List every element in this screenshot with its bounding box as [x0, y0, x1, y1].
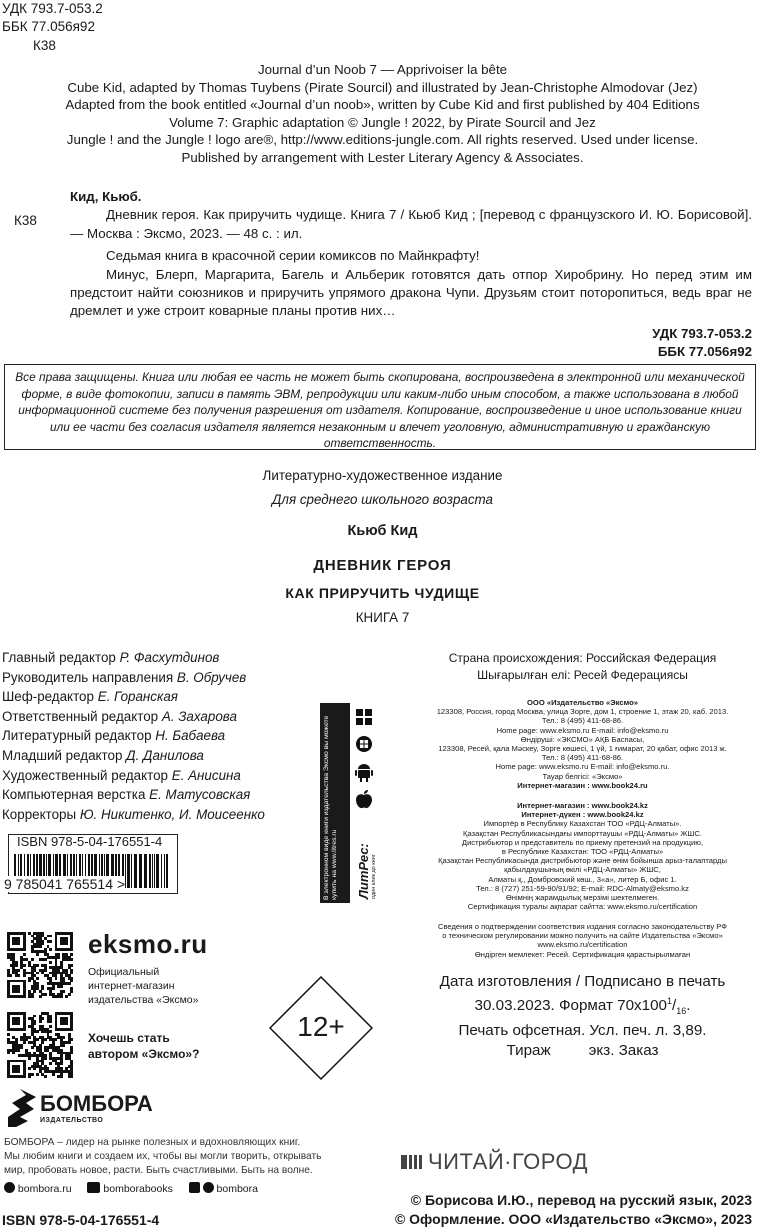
barcode-bar	[164, 854, 165, 888]
udk-code: УДК 793.7-053.2	[2, 1, 103, 16]
bib-record	[70, 188, 752, 362]
barcode-bar	[125, 854, 126, 888]
android-icon	[355, 762, 375, 782]
qr-module	[70, 948, 73, 951]
publisher-line: Тауар белгісі: «Эксмо»	[542, 771, 623, 781]
rights-notice: Все права защищены. Книга или любая ее часть не может быть скопирована, воспроизведена в электронной или механической форме, в виде фотокопии, записи в память ЭВМ, репродукции или каким-либо иным способом, а также использована в любой информационной системе без получения разрешения от издателя. Копирование, воспроизведение и иное использование книги или ее части без согласия издателя является незаконным и влечет уголовную, административную и гражданскую ответственность.	[4, 364, 756, 450]
qr-module	[23, 974, 26, 977]
certification-line: Сведения о подтверждении соответствия издания согласно законодательству РФ	[437, 922, 728, 931]
staff-item: Младший редактор Д. Данилова	[2, 747, 204, 763]
qr-module	[49, 1025, 52, 1028]
certification-line: о техническом регулировании можно получить на сайте Издательства «Эксмо»	[442, 931, 723, 941]
qr-module	[36, 1073, 39, 1076]
qr-module	[31, 1073, 34, 1076]
qr-module	[62, 1044, 65, 1047]
certification-line: Өндірген мемлекет: Ресей. Сертификация қарастырылмаған	[474, 949, 691, 959]
qr-module	[44, 1057, 47, 1060]
qr-module	[33, 1023, 36, 1026]
barcode-bar	[144, 854, 147, 888]
barcode-bar	[134, 854, 137, 888]
eksmo-description: Официальный интернет-магазин издательства «Эксмо»	[88, 966, 199, 1006]
bombora-links	[4, 1182, 258, 1196]
qr-module	[60, 1075, 63, 1078]
chitai-gorod-logo: ЧИТАЙ·ГОРОД	[428, 1149, 589, 1174]
bombora-vk-link[interactable]: bomborabooks	[103, 1183, 173, 1195]
publisher-line: 123308, Россия, город Москва, улица Зорге, дом 1, строение 1, этаж 20, каб. 2013.	[436, 707, 729, 717]
bombora-social-link[interactable]: bombora	[216, 1183, 258, 1195]
publisher-line: Home page: www.eksmo.ru E-mail: info@eksmo.ru	[496, 725, 669, 735]
qr-module	[68, 993, 71, 996]
qr-module	[39, 1020, 42, 1023]
distributor-line: Қазақстан Республикасындағы импорттаушы «РДЦ-Алматы» ЖШС.	[463, 828, 702, 838]
bombora-sub: ИЗДАТЕЛЬСТВО	[40, 1117, 104, 1124]
qr-module	[28, 1075, 31, 1078]
telegram-icon	[203, 1182, 214, 1193]
qr-module	[49, 940, 52, 943]
qr-module	[28, 980, 31, 983]
qr-module	[68, 982, 71, 985]
bombora-site-link[interactable]: bombora.ru	[17, 1183, 72, 1195]
qr-module	[70, 972, 73, 975]
distributor-line: Сертификация туралы ақпарат сайтта: www.eksmo.ru/certification	[467, 902, 698, 912]
imprint-line: Cube Kid, adapted by Thomas Tuybens (Pirate Sourcil) and illustrated by Jean-Christophe Almodovar (Jez)	[67, 79, 698, 95]
staff-item: Ответственный редактор А. Захарова	[2, 708, 237, 724]
barcode-bar	[161, 854, 162, 888]
imprint-line: Volume 7: Graphic adaptation © Jungle ! 2022, by Pirate Sourcil and Jez	[169, 114, 596, 130]
qr-module	[60, 1062, 63, 1065]
publisher-line: Тел.: 8 (495) 411-68-86.	[541, 716, 624, 726]
litres-strip	[320, 703, 350, 903]
qr-module	[65, 1023, 68, 1026]
edition-subtitle: КАК ПРИРУЧИТЬ ЧУДИЩЕ	[285, 585, 480, 601]
chitai-gorod-icon	[401, 1153, 429, 1171]
qr-module	[23, 948, 26, 951]
qr-module	[28, 1067, 31, 1070]
imprint-line: Jungle ! and the Jungle ! logo are®, http://www.editions-jungle.com. All rights reserved. Used under license.	[66, 132, 699, 148]
distributor-line: Тел.: 8 (727) 251-59-90/91/92; E-mail: RDC-Almaty@eksmo.kz	[476, 883, 689, 893]
distributor-line: Өнімнің жарамдылық мерзімі шектелмеген.	[505, 893, 660, 903]
distributor-line: қабылдаушының өкілі «РДЦ-Алматы» ЖШС,	[504, 865, 661, 875]
qr-module	[18, 974, 21, 977]
qr-module	[55, 1038, 58, 1041]
qr-module	[31, 958, 34, 961]
bib-annotation-2: Минус, Блерп, Маргарита, Багель и Альберик готовятся дать отпор Хиробрину. Но перед этим им предстоит найти союзников и приручить упрямого дракона Чупи. Друзьям стоит поторопиться, ведь враг не дремлет и уже строит коварные планы против них…	[70, 266, 752, 319]
bib-description: Дневник героя. Как приручить чудище. Книга 7 / Кьюб Кид ; [перевод с французского И. Ю. Борисовой]. — Москва : Эксмо, 2023. — 48 с. : ил.	[70, 207, 752, 241]
barcode-bar	[149, 854, 151, 888]
qr-module	[23, 1075, 26, 1078]
barcode-bar	[152, 854, 153, 888]
qr-module	[31, 1046, 34, 1049]
qr-module	[70, 1052, 73, 1055]
qr-module	[23, 953, 26, 956]
copyright-design: © Оформление. ООО «Издательство «Эксмо», 2023	[394, 1211, 752, 1227]
k38-code: К38	[33, 38, 56, 53]
qr-module	[49, 1020, 52, 1023]
barcode-bar	[166, 854, 168, 888]
qr-module	[20, 1046, 23, 1049]
edition-volume: КНИГА 7	[355, 610, 410, 625]
litres-tagline: один клик до книг	[371, 854, 377, 899]
qr-module	[28, 1057, 31, 1060]
qr-module	[33, 1015, 36, 1018]
staff-item: Корректоры Ю. Никитенко, И. Моисеенко	[2, 806, 265, 822]
bbk-code: ББК 77.056я92	[2, 19, 95, 34]
qr-module	[39, 945, 42, 948]
qr-module	[41, 943, 44, 946]
barcode-bar	[139, 854, 142, 888]
barcode-bar	[156, 854, 159, 888]
certification-details	[415, 922, 750, 959]
edition-title: ДНЕВНИК ГЕРОЯ	[313, 557, 452, 574]
distributor-line: в Республике Казахстан: ТОО «РДЦ-Алматы»	[501, 847, 664, 857]
edition-age: Для среднего школьного возраста	[271, 492, 493, 507]
staff-item: Шеф-редактор Е. Горанская	[2, 689, 178, 705]
litres-block	[320, 703, 378, 903]
qr-module	[18, 943, 21, 946]
distributor-line: Алматы қ., Домбровский көш., 3«а», литер Б, офис 1.	[488, 874, 677, 884]
qr-module	[70, 964, 73, 967]
copyright-translation: © Борисова И.Ю., перевод на русский язык, 2023	[410, 1192, 752, 1208]
qr-module	[23, 995, 26, 998]
qr-module	[33, 990, 36, 993]
age-rating-badge	[269, 976, 373, 1080]
qr-module	[49, 935, 52, 938]
publisher-details	[415, 698, 750, 790]
distributor-line: Дистрибьютор и представитель по приему претензий на продукцию,	[461, 837, 704, 847]
age-rating-text: 12+	[297, 1011, 345, 1042]
distributor-line: Интернет-дүкен : www.book24.kz	[521, 810, 644, 820]
edition-type: Литературно-художественное издание	[262, 468, 503, 483]
qr-module	[7, 1052, 10, 1055]
qr-module	[31, 995, 34, 998]
publisher-line: Тел.: 8 (495) 411-68-86.	[541, 753, 624, 763]
isbn-bottom: ISBN 978-5-04-176551-4	[2, 1212, 160, 1228]
qr-module	[36, 964, 39, 967]
qr-module	[62, 990, 65, 993]
bombora-icon	[6, 1087, 40, 1129]
qr-module	[60, 995, 63, 998]
qr-module	[28, 1036, 31, 1039]
qr-module	[23, 1041, 26, 1044]
litres-logo: ЛитРес:	[356, 843, 371, 899]
origin-block: Страна происхождения: Российская Федерация Шығарылған елі: Ресей Федерациясы	[448, 651, 717, 682]
author-qr-code	[7, 1012, 73, 1078]
qr-module	[49, 961, 52, 964]
qr-module	[36, 1038, 39, 1041]
distributor-line: Интернет-магазин : www.book24.kz	[517, 801, 648, 810]
qr-module	[23, 964, 26, 967]
qr-module	[36, 972, 39, 975]
distributor-line: Импортёр в Республику Казахстан ТОО «РДЦ-Алматы».	[483, 819, 682, 829]
qr-module	[44, 958, 47, 961]
become-author: Хочешь стать автором «Эксмо»?	[88, 1031, 200, 1061]
staff-item: Литературный редактор Н. Бабаева	[2, 728, 226, 744]
qr-module	[18, 1070, 21, 1073]
globe-icon	[4, 1182, 15, 1193]
edition-author: Кьюб Кид	[347, 523, 418, 539]
qr-module	[44, 993, 47, 996]
qr-module	[12, 1052, 15, 1055]
imprint-line: Journal d’un Noob 7 — Apprivoiser la bête	[257, 62, 508, 77]
qr-module	[49, 1030, 52, 1033]
qr-module	[60, 985, 63, 988]
staff-item: Художественный редактор Е. Анисина	[2, 767, 241, 783]
bib-udk: УДК 793.7-053.2	[652, 325, 752, 341]
qr-module	[41, 1041, 44, 1044]
barcode-digits: 9 785041 765514 >	[4, 876, 126, 892]
staff-item: Главный редактор Р. Фасхутдинов	[2, 650, 220, 665]
barcode-bar	[131, 854, 132, 888]
bib-bbk: ББК 77.056я92	[657, 344, 752, 360]
litres-vertical-text: В электронном виде книги издательства Эксмо вы можете купить на www.litres.ru	[323, 715, 338, 900]
imprint-line: Published by arrangement with Lester Literary Agency & Associates.	[181, 149, 584, 165]
eksmo-logo: eksmo.ru	[88, 929, 208, 959]
qr-module	[18, 1049, 21, 1052]
qr-module	[62, 1036, 65, 1039]
imprint-block	[0, 61, 765, 167]
qr-module	[70, 953, 73, 956]
windows-icon	[355, 708, 375, 728]
bombora-logo: БОМБОРА	[40, 1091, 153, 1116]
qr-module	[44, 1038, 47, 1041]
qr-module	[70, 980, 73, 983]
qr-module	[10, 974, 13, 977]
staff-item: Руководитель направления В. Обручев	[2, 669, 247, 685]
youtube-icon	[189, 1182, 200, 1193]
qr-module	[7, 1033, 10, 1036]
publisher-line: 123308, Ресей, қала Мәскеу, Зорге көшесі, 1 үй, 1 ғимарат, 20 қабат, офис 2013 ж.	[438, 744, 727, 754]
bib-annotation-1: Седьмая книга в красочной серии комиксов по Майнкрафту!	[106, 248, 480, 264]
publisher-line: Өндіруші: «ЭКСМО» АҚБ Баспасы,	[520, 734, 645, 744]
staff-item: Компьютерная верстка Е. Матусовская	[2, 787, 251, 803]
distributor-details	[415, 801, 750, 911]
qr-module	[70, 1028, 73, 1031]
publisher-line: ООО «Издательство «Эксмо»	[527, 698, 638, 707]
qr-module	[49, 948, 52, 951]
qr-module	[49, 1062, 52, 1065]
qr-module	[18, 969, 21, 972]
barcode-bar	[127, 854, 130, 888]
vk-icon	[87, 1182, 100, 1193]
qr-module	[41, 987, 44, 990]
bib-k38: К38	[14, 213, 37, 228]
qr-module	[70, 990, 73, 993]
barcode-bar	[154, 854, 155, 888]
qr-module	[41, 1017, 44, 1020]
qr-module	[68, 1041, 71, 1044]
qr-module	[44, 1075, 47, 1078]
qr-module	[70, 1038, 73, 1041]
qr-module	[55, 977, 58, 980]
qr-module	[70, 958, 73, 961]
bib-author: Кид, Кьюб.	[70, 189, 142, 204]
imprint-line: Adapted from the book entitled «Journal d’un noob», written by Cube Kid and first published by 404 Editions	[65, 97, 700, 113]
publisher-line: Интернет-магазин : www.book24.ru	[517, 780, 648, 790]
qr-module	[52, 987, 55, 990]
qr-module	[18, 1023, 21, 1026]
qr-module	[33, 1067, 36, 1070]
qr-module	[52, 1073, 55, 1076]
qr-module	[23, 1028, 26, 1031]
qr-module	[36, 953, 39, 956]
windows-phone-icon	[355, 735, 375, 755]
certification-line: www.eksmo.ru/certification	[537, 940, 628, 950]
qr-module	[18, 990, 21, 993]
qr-module	[44, 969, 47, 972]
isbn-top: ISBN 978-5-04-176551-4	[17, 834, 163, 849]
distributor-line: Қазақстан Республикасында дистрибьютор және өнім бойынша арыз-талаптарды	[438, 856, 727, 866]
qr-module	[15, 964, 18, 967]
qr-module	[70, 1075, 73, 1078]
qr-module	[65, 995, 68, 998]
qr-module	[36, 1030, 39, 1033]
qr-module	[39, 995, 42, 998]
bombora-text: БОМБОРА – лидер на рынке полезных и вдохновляющих книг. Мы любим книги и создаем их, чтобы вы могли творить, открывать мир, пробовать новое, расти. Быть счастливыми. Быть на волне.	[4, 1137, 322, 1176]
print-info: Дата изготовления / Подписано в печать 30.03.2023. Формат $70х100^1/_{16}$. Печать офсетная. Усл. печ. л. 3,89. Тираж экз. Заказ	[439, 973, 726, 1059]
staff-list	[2, 648, 265, 824]
qr-module	[65, 943, 68, 946]
qr-module	[36, 977, 39, 980]
eksmo-qr-code	[7, 932, 73, 998]
qr-module	[57, 956, 60, 959]
publisher-line: Home page: www.eksmo.ru E-mail: info@eksmo.ru.	[495, 762, 670, 772]
